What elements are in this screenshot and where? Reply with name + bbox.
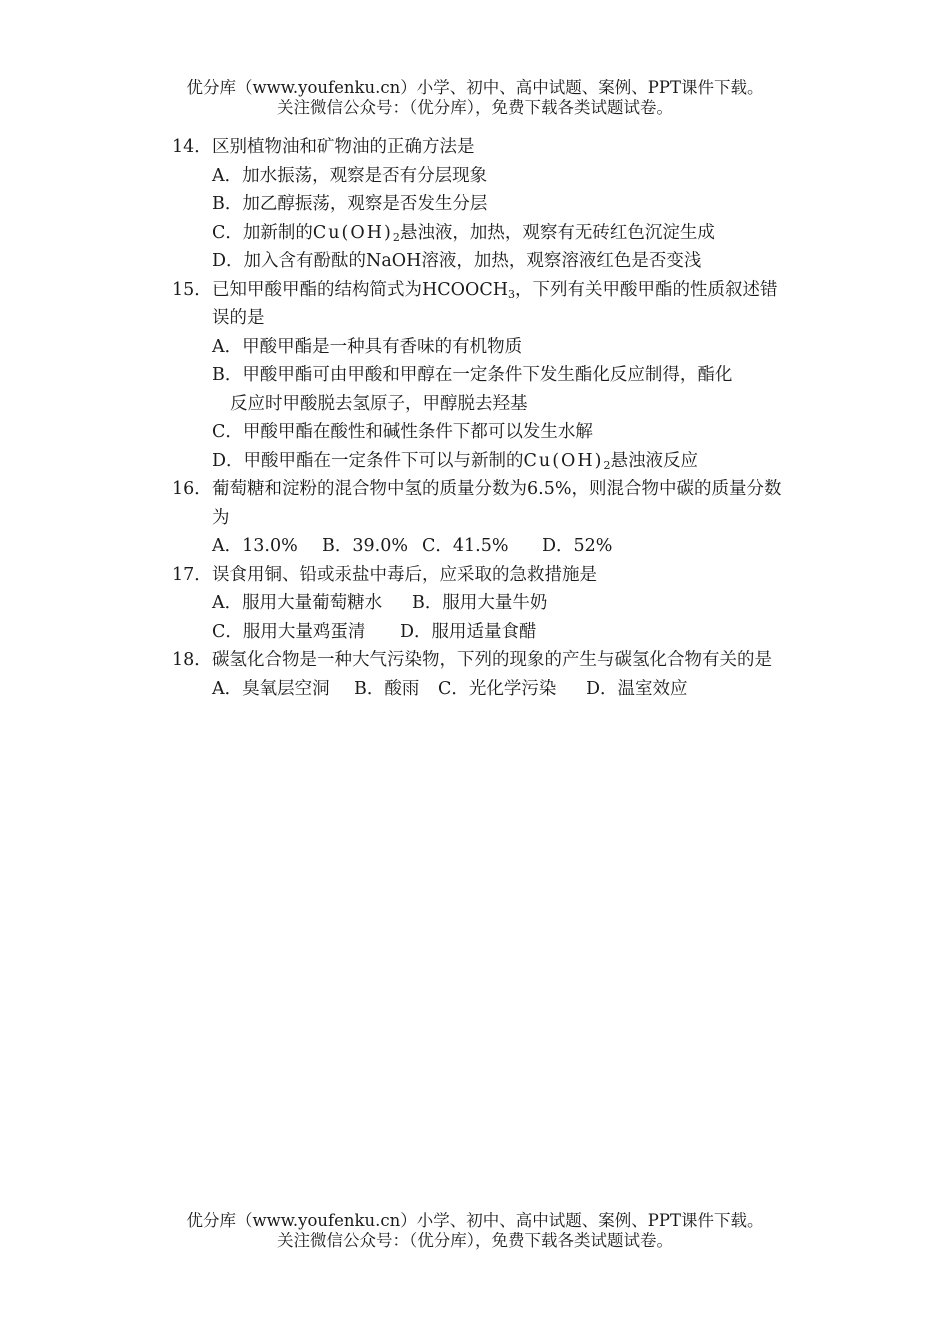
chemical-formula: Cu(OH) — [312, 222, 393, 243]
question-14 — [172, 133, 792, 276]
option-c: C．甲酸甲酯在酸性和碱性条件下都可以发生水解 — [212, 422, 593, 442]
header-line-2: 关注微信公众号：（优分库），免费下载各类试题试卷。 — [277, 98, 673, 117]
question-number: 16． — [172, 479, 212, 499]
option-a: A．甲酸甲酯是一种具有香味的有机物质 — [212, 336, 523, 357]
options-row — [172, 675, 792, 704]
question-16 — [172, 475, 792, 561]
option-d: D．52% — [542, 536, 613, 556]
question-number: 14． — [172, 137, 212, 157]
page-footer — [0, 1211, 950, 1251]
options-row — [172, 532, 792, 561]
question-number: 17． — [172, 564, 212, 585]
option-d: D．加入含有酚酞的NaOH溶液，加热，观察溶液红色是否变浅 — [212, 251, 702, 271]
question-stem: 误食用铜、铅或汞盐中毒后，应采取的急救措施是 — [212, 564, 597, 585]
question-stem: 碳氢化合物是一种大气污染物，下列的现象的产生与碳氢化合物有关的是 — [212, 650, 772, 670]
question-number: 18． — [172, 650, 212, 670]
question-stem: 已知甲酸甲酯的结构简式为$HCOOCH_3$，下列有关甲酸甲酯的性质叙述错误的是 — [212, 279, 778, 328]
option-b: B．甲酸甲酯可由甲酸和甲醇在一定条件下发生酯化反应制得，酯化 反应时甲酸脱去氢原子，甲醇脱去羟基 — [212, 365, 733, 414]
option-c: C．服用大量鸡蛋清 — [212, 621, 366, 642]
option-b: B．39.0% — [322, 536, 408, 556]
option-b: B．服用大量牛奶 — [412, 593, 548, 613]
question-stem: 区别植物油和矿物油的正确方法是 — [212, 137, 475, 157]
question-number: 15． — [172, 279, 212, 300]
option-a: A．服用大量葡萄糖水 — [212, 593, 383, 613]
option-b: B．加乙醇振荡，观察是否发生分层 — [212, 194, 488, 214]
option-c: C．加新制的$Cu(OH)_2$悬浊液，加热，观察有无砖红色沉淀生成 — [212, 222, 715, 244]
question-list — [172, 133, 792, 703]
option-a: A．13.0% — [212, 536, 298, 556]
question-17 — [172, 561, 792, 647]
option-d: D．温室效应 — [586, 678, 688, 699]
option-d: D．甲酸甲酯在一定条件下可以与新制的$Cu(OH)_2$悬浊液反应 — [212, 450, 698, 472]
option-c: C．光化学污染 — [438, 678, 557, 699]
question-18 — [172, 646, 792, 703]
footer-line-1: 优分库（www.youfenku.cn）小学、初中、高中试题、案例、PPT课件下载。 — [186, 1211, 764, 1230]
option-d: D．服用适量食醋 — [400, 621, 537, 642]
question-stem: 葡萄糖和淀粉的混合物中氢的质量分数为6.5%，则混合物中碳的质量分数为 — [212, 479, 782, 528]
option-a: A．加水振荡，观察是否有分层现象 — [212, 165, 488, 186]
options-row-2 — [172, 618, 792, 647]
options-row-1 — [172, 589, 792, 618]
option-a: A．臭氧层空洞 — [212, 678, 330, 699]
header-line-1: 优分库（www.youfenku.cn）小学、初中、高中试题、案例、PPT课件下载。 — [186, 78, 764, 97]
page-header — [0, 78, 950, 118]
chemical-formula: Cu(OH) — [523, 450, 604, 471]
question-15 — [172, 276, 792, 476]
footer-line-2: 关注微信公众号：（优分库），免费下载各类试题试卷。 — [277, 1231, 673, 1250]
option-c: C．41.5% — [422, 536, 509, 556]
option-b: B．酸雨 — [354, 678, 420, 699]
